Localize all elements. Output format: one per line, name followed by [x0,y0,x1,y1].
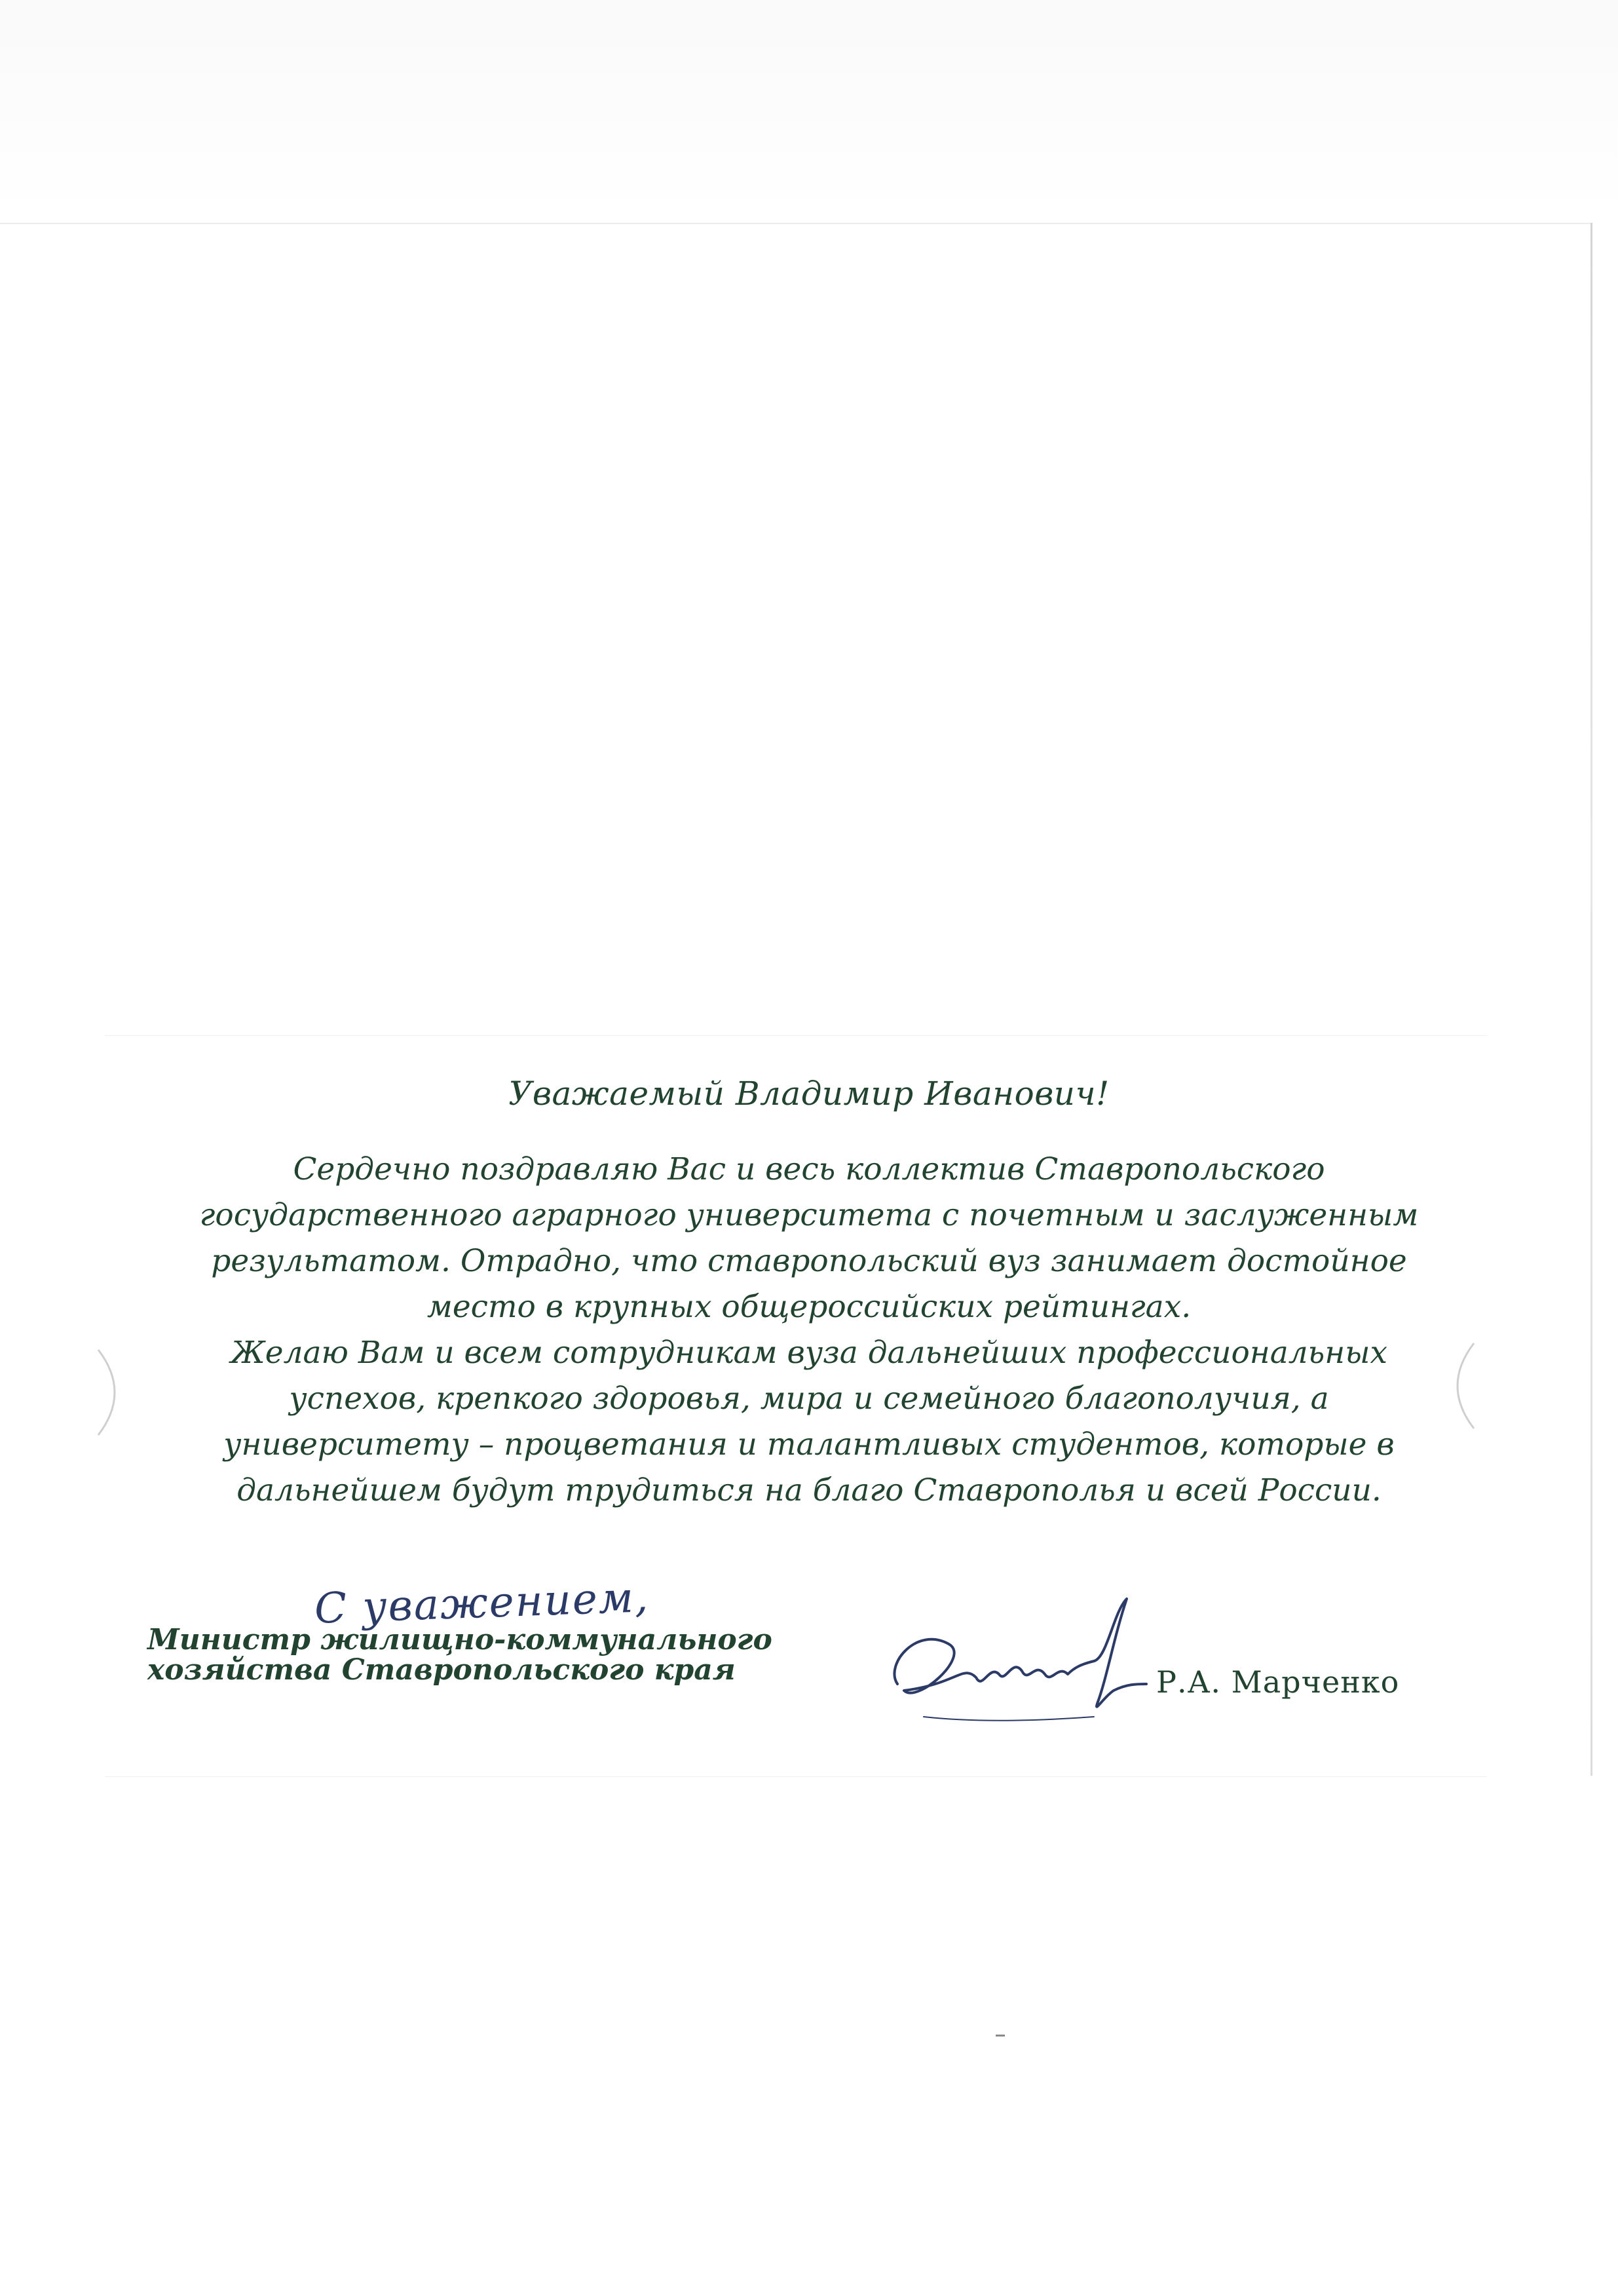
body-line: Желаю Вам и всем сотрудникам вуза дальнейших профессиональных [230,1335,1388,1371]
letter-body [144,1147,1474,1514]
card-right-edge [1590,223,1592,1776]
body-line: Сердечно поздравляю Вас и весь коллектив Ставропольского [293,1151,1325,1187]
handwritten-closing: С уважением, [313,1573,650,1634]
signer-title-line-2: хозяйства Ставропольского края [147,1653,736,1687]
scanner-shadow [0,0,1618,216]
card-top-edge [0,223,1592,224]
signer-title-line-1: Министр жилищно-коммунального [147,1623,772,1656]
salutation: Уважаемый Владимир Иванович! [508,1075,1110,1113]
signature-graphic [878,1586,1153,1743]
body-line: государственного аграрного университета с почетным и заслуженным [199,1197,1419,1233]
body-line: университету – процветания и талантливых студентов, которые в [223,1426,1395,1463]
body-line: успехов, крепкого здоровья, мира и семейного благополучия, а [289,1381,1329,1417]
body-line: результатом. Отрадно, что ставропольский вуз занимает достойное [211,1243,1407,1279]
scan-speck [996,2035,1005,2037]
body-line: место в крупных общероссийских рейтингах. [426,1289,1192,1325]
signer-title [147,1625,772,1685]
body-line: дальнейшем будут трудиться на благо Ставрополья и всей России. [236,1472,1382,1508]
card-slot-left [85,1343,138,1442]
signer-name: Р.А. Марченко [1156,1664,1400,1700]
